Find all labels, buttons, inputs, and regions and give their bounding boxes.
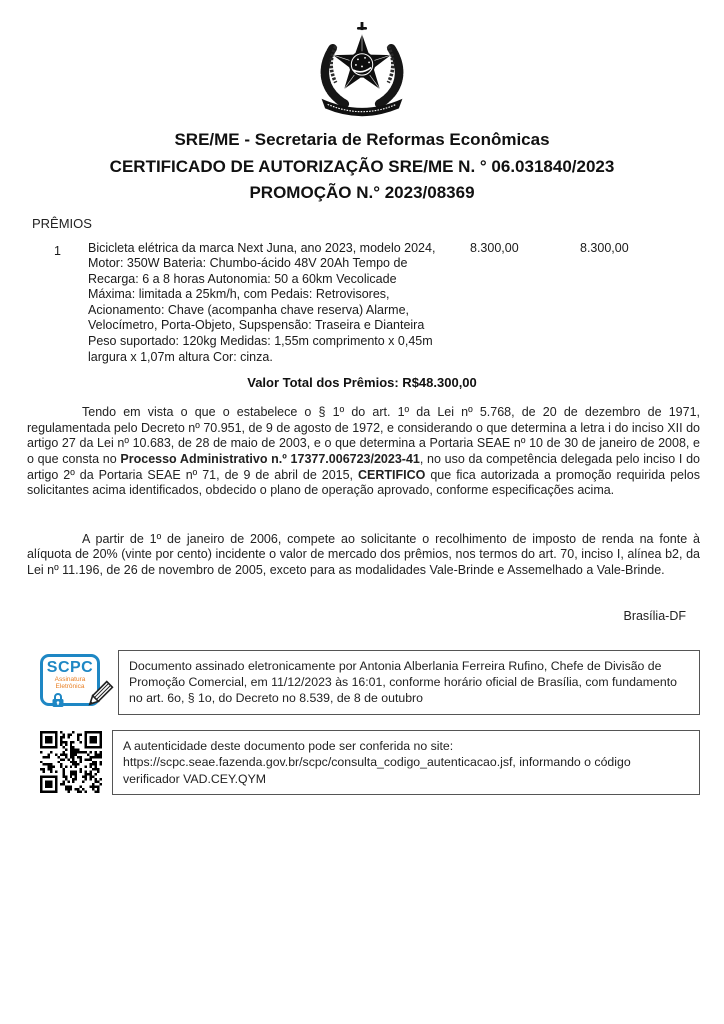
promotion-number: PROMOÇÃO N.° 2023/08369 — [249, 183, 475, 202]
signature-row — [40, 650, 700, 715]
legal-paragraph-2: A partir de 1º de janeiro de 2006, compete ao solicitante o recolhimento de imposto de renda na fonte à alíquota de 20% (vinte por cento) incidente o valor de mercado dos prêmios, nos termos do art. 70, inciso I, alínea b2, da Lei nº 11.196, de 26 de novembro de 2005, exceto para as modalidades Vale-Brinde e Assemelhado a Vale-Brinde. — [27, 531, 700, 577]
certificate-title: CERTIFICADO DE AUTORIZAÇÃO SRE/ME N. ° 06.031840/2023 — [109, 156, 615, 176]
org-title: SRE/ME - Secretaria de Reformas Econômicas — [174, 130, 550, 149]
scpc-brand-text: SCPC — [46, 659, 94, 677]
authenticity-statement-box: A autenticidade deste documento pode ser conferida no site: https://scpc.seae.fazenda.gov.br/scpc/consulta_codigo_autenticacao.jsf, informando o código verificador VAD.CEY.QYM — [112, 730, 700, 795]
document-header — [0, 127, 724, 207]
city-label: Brasília-DF — [623, 608, 686, 623]
premios-section-label: PRÊMIOS — [32, 215, 92, 231]
coat-of-arms — [309, 22, 415, 118]
prize-quantity: 1 — [54, 243, 61, 258]
coat-of-arms-graphic — [309, 22, 415, 118]
signature-statement-box: Documento assinado eletronicamente por Antonia Alberlania Ferreira Rufino, Chefe de Divisão de Promoção Comercial, em 11/12/2023 às 16:01, conforme horário oficial de Brasília, com fundamento no art. 6o, § 1o, do Decreto no 8.539, de 8 de outubro — [118, 650, 700, 715]
prize-total-value: 8.300,00 — [580, 240, 629, 255]
prize-description: Bicicleta elétrica da marca Next Juna, ano 2023, modelo 2024, Motor: 350W Bateria: Chumbo-ácido 48V 20Ah Tempo de Recarga: 6 a 8 horas Autonomia: 50 a 60km Vecolicade Máxima: limitada a 25km/h, com Pedais: Retrovisores, Acionamento: Chave (acompanha chave reserva) Alarme, Velocímetro, Porta-Objeto, Supspensão: Traseira e Dianteira Peso suportado: 120kg Medidas: 1,55m comprimento x 0,45m largura x 1,07m altura Cor: cinza. — [88, 240, 436, 364]
authenticity-row — [40, 730, 700, 795]
padlock-icon — [50, 692, 66, 708]
legal-paragraph-1: Tendo em vista o que o estabelece o § 1º do art. 1º da Lei nº 5.768, de 20 de dezembro de 1971, regulamentada pelo Decreto nº 70.951, de 9 de agosto de 1972, e considerando o que determina a letra i do inciso XII do artigo 27 da Lei nº 10.683, de 28 de maio de 2003, e o que determina a Portaria SEAE nº 10 de 30 de janeiro de 2008, e o que consta no Processo Administrativo n.º 17377.006723/2023-41, no uso da competência delegada pelo inciso I do artigo 2º da Portaria SEAE nº 71, de 9 de abril de 2015, CERTIFICO que fica autorizada a promoção requirida pelos solicitantes acima identificados, obdecido o plano de operação aprovado, conforme especificações acima. — [27, 405, 700, 498]
qr-code — [40, 731, 102, 793]
prize-row — [0, 241, 724, 366]
scpc-sub-text-2: Eletrônica — [55, 683, 85, 691]
pencil-icon — [82, 678, 116, 712]
total-prize-value: Valor Total dos Prêmios: R$48.300,00 — [247, 375, 477, 391]
scpc-sub-text-1: Assinatura — [54, 676, 86, 684]
scpc-logo — [40, 654, 108, 710]
prize-unit-value: 8.300,00 — [470, 240, 519, 255]
